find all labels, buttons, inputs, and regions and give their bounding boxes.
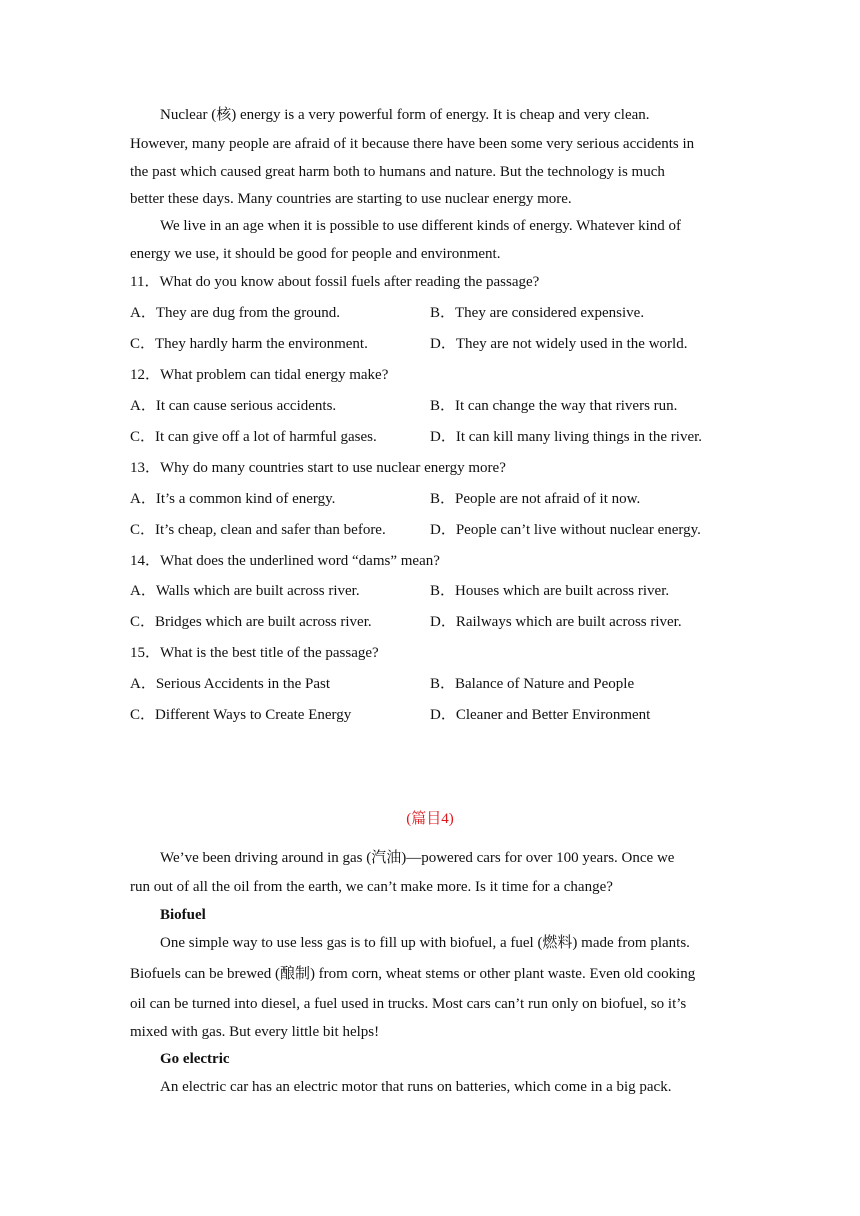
question-stem: 15．What is the best title of the passage? xyxy=(130,645,379,661)
subheading-biofuel: Biofuel xyxy=(160,907,206,923)
option-a: A．It can cause serious accidents. xyxy=(130,398,337,414)
option-d: D．They are not widely used in the world. xyxy=(430,336,688,352)
passage3-line: the past which caused great harm both to humans and nature. But the technology is much xyxy=(130,164,665,180)
option-a: A．It’s a common kind of energy. xyxy=(130,491,336,507)
passage3-line: However, many people are afraid of it because there have been some very serious accidents in xyxy=(130,136,695,152)
option-d: D．Railways which are built across river. xyxy=(430,614,682,630)
question-stem: 14．What does the underlined word “dams” mean? xyxy=(130,553,440,569)
passage4-line: One simple way to use less gas is to fill up with biofuel, a fuel (燃料) made from plants. xyxy=(160,935,690,951)
passage4-line: We’ve been driving around in gas (汽油)—powered cars for over 100 years. Once we xyxy=(160,850,675,866)
passage4-line: oil can be turned into diesel, a fuel used in trucks. Most cars can’t run only on biofuel, so it’s xyxy=(130,996,687,1012)
option-b: B．They are considered expensive. xyxy=(430,305,645,321)
option-c: C．It can give off a lot of harmful gases. xyxy=(130,429,377,445)
option-row xyxy=(130,299,340,327)
question-stem: 13．Why do many countries start to use nuclear energy more? xyxy=(130,460,506,476)
subheading-electric: Go electric xyxy=(160,1051,230,1067)
passage4-line: An electric car has an electric motor that runs on batteries, which come in a big pack. xyxy=(160,1079,672,1095)
option-d: D．People can’t live without nuclear energy. xyxy=(430,522,701,538)
option-b: B．Balance of Nature and People xyxy=(430,676,635,692)
passage3-line: Nuclear (核) energy is a very powerful form of energy. It is cheap and very clean. xyxy=(160,107,650,123)
option-a: A．Walls which are built across river. xyxy=(130,583,360,599)
option-b: B．It can change the way that rivers run. xyxy=(430,398,678,414)
option-a: A．Serious Accidents in the Past xyxy=(130,676,330,692)
question-stem: 12．What problem can tidal energy make? xyxy=(130,367,389,383)
option-c: C．It’s cheap, clean and safer than before. xyxy=(130,522,386,538)
passage3-line: We live in an age when it is possible to use different kinds of energy. Whatever kind of xyxy=(160,218,682,234)
passage3-line: energy we use, it should be good for people and environment. xyxy=(130,246,501,262)
option-c: C．Different Ways to Create Energy xyxy=(130,707,352,723)
option-d: D．It can kill many living things in the river. xyxy=(430,429,703,445)
option-c: C．Bridges which are built across river. xyxy=(130,614,372,630)
passage4-line: Biofuels can be brewed (酿制) from corn, wheat stems or other plant waste. Even old cooking xyxy=(130,966,696,982)
section-title: (篇目4) xyxy=(406,811,454,827)
option-d: D．Cleaner and Better Environment xyxy=(430,707,651,723)
passage4-line: run out of all the oil from the earth, we can’t make more. Is it time for a change? xyxy=(130,879,613,895)
option-b: B．People are not afraid of it now. xyxy=(430,491,641,507)
passage3-line: better these days. Many countries are starting to use nuclear energy more. xyxy=(130,191,572,207)
passage4-line: mixed with gas. But every little bit helps! xyxy=(130,1024,380,1040)
option-b: B．Houses which are built across river. xyxy=(430,583,670,599)
option-a: A．They are dug from the ground. xyxy=(130,305,340,321)
option-c: C．They hardly harm the environment. xyxy=(130,336,368,352)
question-stem: 11．What do you know about fossil fuels after reading the passage? xyxy=(130,274,540,290)
